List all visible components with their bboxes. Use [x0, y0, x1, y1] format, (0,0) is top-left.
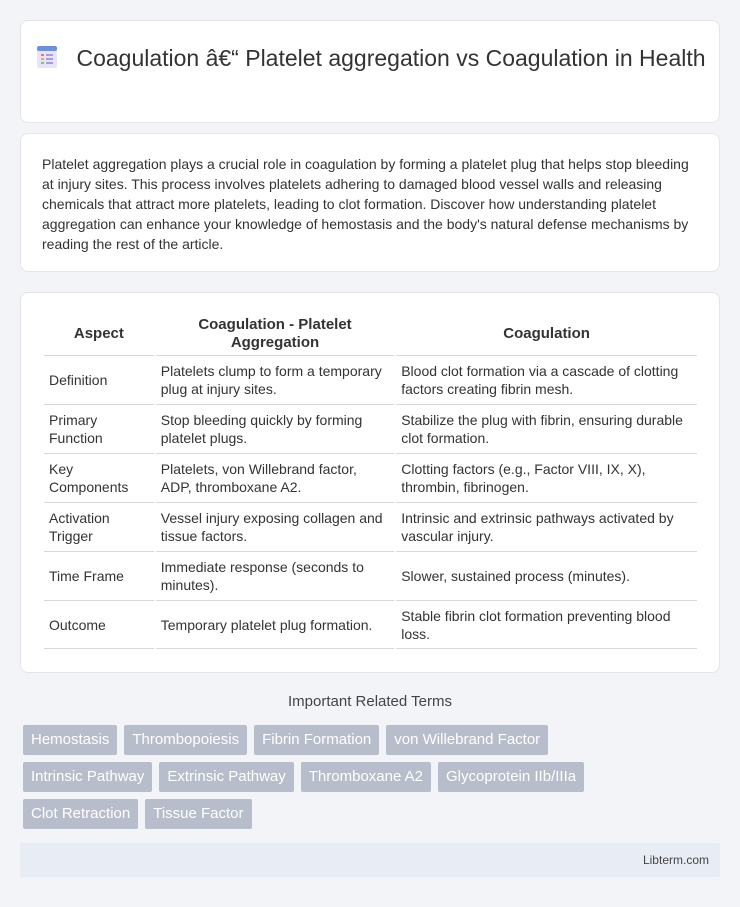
tag-row [23, 799, 623, 829]
tag-thrombopoiesis[interactable]: Thrombopoiesis [124, 725, 247, 755]
row-platelet-value: Stop bleeding quickly by forming platelet plugs. [156, 405, 394, 454]
tag-extrinsic-pathway[interactable]: Extrinsic Pathway [159, 762, 293, 792]
tag-hemostasis[interactable]: Hemostasis [23, 725, 117, 755]
document-icon [34, 44, 60, 70]
row-coagulation-value: Blood clot formation via a cascade of clotting factors creating fibrin mesh. [396, 356, 697, 405]
header-platelet-aggregation: Coagulation - Platelet Aggregation [156, 313, 394, 356]
row-aspect: Primary Function [44, 405, 154, 454]
row-platelet-value: Vessel injury exposing collagen and tissue factors. [156, 503, 394, 552]
title-card [20, 20, 720, 123]
table-row [44, 601, 697, 649]
page-title-wrap [21, 44, 719, 73]
row-aspect: Time Frame [44, 552, 154, 601]
row-aspect: Activation Trigger [44, 503, 154, 552]
comparison-table-card [20, 292, 720, 673]
tag-intrinsic-pathway[interactable]: Intrinsic Pathway [23, 762, 152, 792]
row-platelet-value: Platelets, von Willebrand factor, ADP, thromboxane A2. [156, 454, 394, 503]
table-row [44, 405, 697, 454]
tag-row [23, 762, 623, 792]
page-title: Coagulation â€“ Platelet aggregation vs Coagulation in Health [76, 45, 706, 71]
table-row [44, 454, 697, 503]
row-platelet-value: Temporary platelet plug formation. [156, 601, 394, 649]
tag-clot-retraction[interactable]: Clot Retraction [23, 799, 138, 829]
row-aspect: Definition [44, 356, 154, 405]
row-platelet-value: Platelets clump to form a temporary plug at injury sites. [156, 356, 394, 405]
tag-fibrin-formation[interactable]: Fibrin Formation [254, 725, 379, 755]
table-row [44, 503, 697, 552]
row-coagulation-value: Intrinsic and extrinsic pathways activated by vascular injury. [396, 503, 697, 552]
tag-von-willebrand-factor[interactable]: von Willebrand Factor [386, 725, 548, 755]
intro-text: Platelet aggregation plays a crucial role in coagulation by forming a platelet plug that helps stop bleeding at injury sites. This process involves platelets adhering to damaged blood vessel walls and releasing chemicals that attract more platelets, leading to clot formation. Discover how understanding platelet aggregation can enhance your knowledge of hemostasis and the body's natural defense mechanisms by reading the rest of the article. [42, 156, 689, 252]
header-aspect: Aspect [44, 313, 154, 356]
row-platelet-value: Immediate response (seconds to minutes). [156, 552, 394, 601]
row-coagulation-value: Clotting factors (e.g., Factor VIII, IX, X), thrombin, fibrinogen. [396, 454, 697, 503]
tag-glycoprotein[interactable]: Glycoprotein IIb/IIIa [438, 762, 584, 792]
row-coagulation-value: Slower, sustained process (minutes). [396, 552, 697, 601]
header-coagulation: Coagulation [396, 313, 697, 356]
table-row [44, 552, 697, 601]
tag-tissue-factor[interactable]: Tissue Factor [145, 799, 251, 829]
tag-row [23, 725, 623, 755]
related-terms-tags [23, 725, 623, 836]
related-terms-heading: Important Related Terms [288, 693, 452, 710]
row-aspect: Outcome [44, 601, 154, 649]
footer [20, 843, 720, 877]
row-aspect: Key Components [44, 454, 154, 503]
row-coagulation-value: Stable fibrin clot formation preventing blood loss. [396, 601, 697, 649]
intro-card [20, 133, 720, 272]
comparison-table [42, 313, 699, 649]
table-header-row [44, 313, 697, 356]
footer-site-link[interactable]: Libterm.com [642, 853, 709, 867]
row-coagulation-value: Stabilize the plug with fibrin, ensuring durable clot formation. [396, 405, 697, 454]
table-row [44, 356, 697, 405]
tag-thromboxane-a2[interactable]: Thromboxane A2 [301, 762, 431, 792]
